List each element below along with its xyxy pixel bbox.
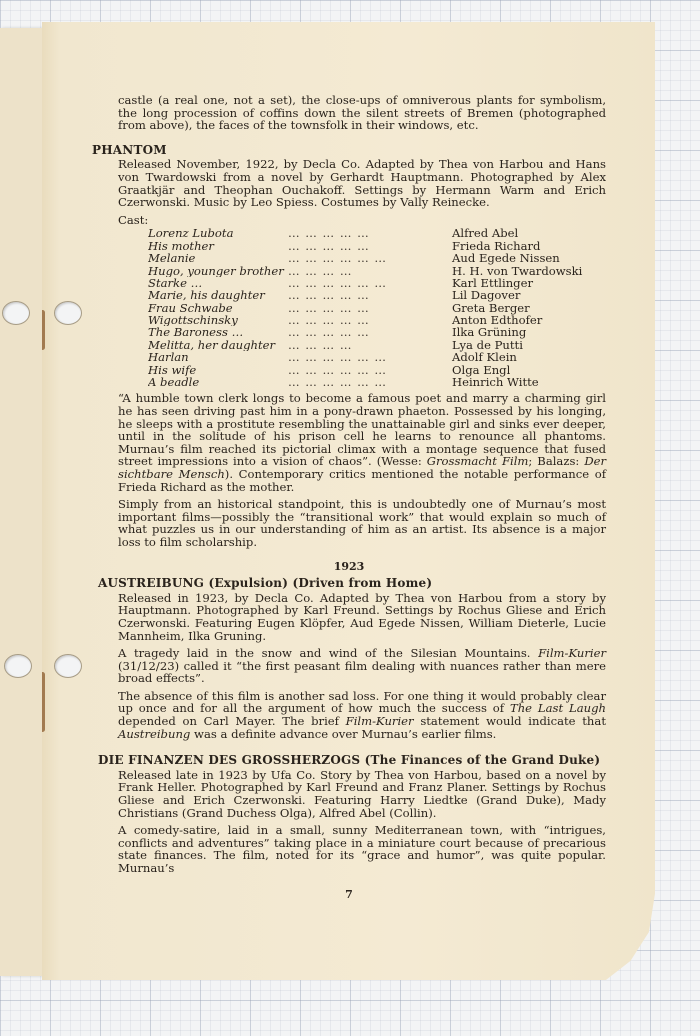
- comment-text: statement would indicate that: [413, 714, 606, 729]
- cast-actor: Lya de Putti: [452, 337, 523, 352]
- comment-text: was a definite advance over Murnau’s earlier films.: [190, 726, 497, 741]
- cast-row: [148, 351, 606, 363]
- leader-dots: … … … … …: [288, 326, 370, 339]
- comment-text: depended on Carl Mayer. The brief: [118, 714, 346, 729]
- leader-dots: … … … … …: [288, 239, 370, 253]
- synopsis-text: ; Balazs:: [528, 454, 585, 469]
- review-text: (31/12/23) called it “the first peasant film dealing with nuances rather than mere broad effects”.: [118, 658, 606, 686]
- leader-dots: … … … …: [288, 264, 353, 277]
- cast-actor: Heinrich Witte: [452, 375, 539, 390]
- cast-row: [148, 252, 606, 264]
- leader-dots: … … … … … …: [288, 252, 387, 265]
- cast-row: [148, 376, 606, 388]
- punch-hole: [4, 654, 32, 678]
- austreibung-review: [118, 647, 606, 685]
- leader-dots: … … … … …: [288, 314, 370, 327]
- synopsis-text: “A humble town clerk longs to become a famous poet and marry a charming girl he has seen driving past him in a pony-drawn phaeton. Possessed by his longing, he sleeps with a prostitute resembling the unattainable girl and sinks ever deeper, until in the solitude of his prison cell he learns to renounce all phantoms. Murnau’s film reached its pictorial climax with a montage sequence that fused street impressions into a vision of chaos”. (Wesse:: [118, 391, 606, 469]
- leader-dots: … … … … …: [288, 289, 370, 302]
- leader-dots: … … … … …: [288, 227, 370, 240]
- austreibung-heading: AUSTREIBUNG (Expulsion) (Driven from Home): [98, 576, 433, 591]
- page-content: [92, 93, 607, 901]
- leader-dots: … … … … …: [288, 301, 370, 315]
- cast-actor: Olga Engl: [452, 362, 511, 377]
- cast-actor: Ilka Grüning: [452, 325, 527, 340]
- cast-role: Harlan: [148, 351, 189, 364]
- cast-role: Lorenz Lubota: [148, 227, 234, 240]
- phantom-credits: Released November, 1922, by Decla Co. Adapted by Thea von Harbou and Hans von Twardowski from a novel by Gerhardt Hauptmann. Photographed by Alex Graatkjär and Theophan Ouchakoff. Settings by Hermann Warm and Erich Czerwonski. Music by Leo Spiess. Costumes by Vally Reinecke.: [118, 157, 606, 210]
- previous-page-edge: [0, 28, 47, 976]
- cast-actor: Frieda Richard: [452, 238, 541, 253]
- cast-actor: Adolf Klein: [452, 350, 517, 365]
- leader-dots: … … … … … …: [288, 351, 387, 364]
- cast-list: [148, 227, 606, 388]
- cast-row: [148, 339, 606, 351]
- cast-actor: Anton Edthofer: [452, 313, 543, 328]
- cast-role: Frau Schwabe: [148, 301, 233, 315]
- cast-actor: Greta Berger: [452, 300, 530, 315]
- leader-dots: … … … … … …: [288, 276, 387, 290]
- cast-role: Melitta, her daughter: [148, 338, 276, 352]
- synopsis-text: ). Contemporary critics mentioned the notable performance of Frieda Richard as the mother.: [118, 466, 607, 494]
- cast-role: Wigottschinsky: [148, 314, 238, 327]
- austreibung-comment: [118, 690, 606, 740]
- cast-row: [148, 265, 606, 277]
- cast-role: Hugo, younger brother: [148, 264, 284, 277]
- publication-title: Film-Kurier: [538, 646, 606, 661]
- cast-row: [148, 326, 606, 338]
- cast-actor: Lil Dagover: [452, 288, 521, 303]
- cast-actor: Karl Ettlinger: [452, 275, 533, 290]
- film-title: The Last Laugh: [509, 701, 606, 716]
- finanzen-synopsis: A comedy-satire, laid in a small, sunny Mediterranean town, with “intrigues, conflicts and adventures” taking place in a miniature court because of precarious state finances. The film, noted for its “grace and humor”, was quite popular. Murnau’s: [118, 823, 606, 876]
- austreibung-credits: Released in 1923, by Decla Co. Adapted by Thea von Harbou from a story by Hauptmann. Photographed by Karl Freund. Settings by Rochus Gliese and Erich Czerwonski. Featuring Eugen Klöpfer, Aud Egede Nissen, William Dieterle, Lucie Mannheim, Ilka Gruning.: [118, 590, 606, 643]
- cast-role: Melanie: [148, 252, 196, 265]
- cast-role: His wife: [148, 363, 197, 377]
- leader-dots: … … … … … …: [288, 363, 387, 377]
- phantom-synopsis: [118, 392, 606, 493]
- leader-dots: … … … …: [288, 338, 353, 352]
- cast-actor: Aud Egede Nissen: [452, 251, 560, 266]
- punch-hole: [54, 654, 82, 678]
- comment-text: The absence of this film is another sad loss. For one thing it would probably clear up once and for all the argument of how much the success of: [118, 688, 606, 716]
- cast-row: [148, 227, 606, 239]
- punch-hole: [54, 301, 82, 325]
- finanzen-heading: DIE FINANZEN DES GROSSHERZOGS (The Finances of the Grand Duke): [98, 753, 601, 768]
- intro-paragraph: castle (a real one, not a set), the close-ups of omniverous plants for symbolism, the long procession of coffins down the silent streets of Bremen (photographed from above), the faces of the townsfolk in their windows, etc.: [118, 93, 606, 133]
- year-heading: 1923: [333, 559, 365, 573]
- cast-role: Starke …: [148, 276, 203, 290]
- cast-role: Marie, his daughter: [148, 289, 265, 302]
- cast-role: A beadle: [148, 376, 200, 389]
- phantom-comment: Simply from an historical standpoint, this is undoubtedly one of Murnau’s most important films—possibly the “transitional work” that would explain so much of what puzzles us in our understanding of him as an artist. Its absence is a major loss to film scholarship.: [118, 497, 606, 549]
- cast-label: Cast:: [118, 212, 149, 227]
- cast-actor: H. H. von Twardowski: [452, 263, 583, 278]
- cast-row: [148, 289, 606, 301]
- book-title: Grossmacht Film: [426, 454, 529, 469]
- cast-actor: Alfred Abel: [452, 226, 519, 241]
- phantom-heading: PHANTOM: [92, 142, 167, 157]
- leader-dots: … … … … … …: [288, 376, 387, 389]
- cast-role: The Baroness …: [148, 326, 244, 339]
- cast-row: [148, 314, 606, 326]
- film-title: Austreibung: [118, 726, 191, 741]
- cast-role: His mother: [148, 239, 214, 253]
- publication-title: Film-Kurier: [345, 714, 414, 729]
- book-title: Der sichtbare Mensch: [118, 454, 607, 481]
- finanzen-credits: Released late in 1923 by Ufa Co. Story by Thea von Harbou, based on a novel by Frank Heller. Photographed by Karl Freund and Franz Planer. Settings by Rochus Gliese and Erich Czerwonski. Featuring Harry Liedtke (Grand Duke), Mady Christians (Grand Duchess Olga), Alfred Abel (Collin).: [118, 767, 606, 820]
- page-number: 7: [345, 888, 353, 901]
- cast-row: [148, 277, 606, 289]
- punch-hole: [2, 301, 30, 325]
- review-text: A tragedy laid in the snow and wind of the Silesian Mountains.: [118, 646, 539, 661]
